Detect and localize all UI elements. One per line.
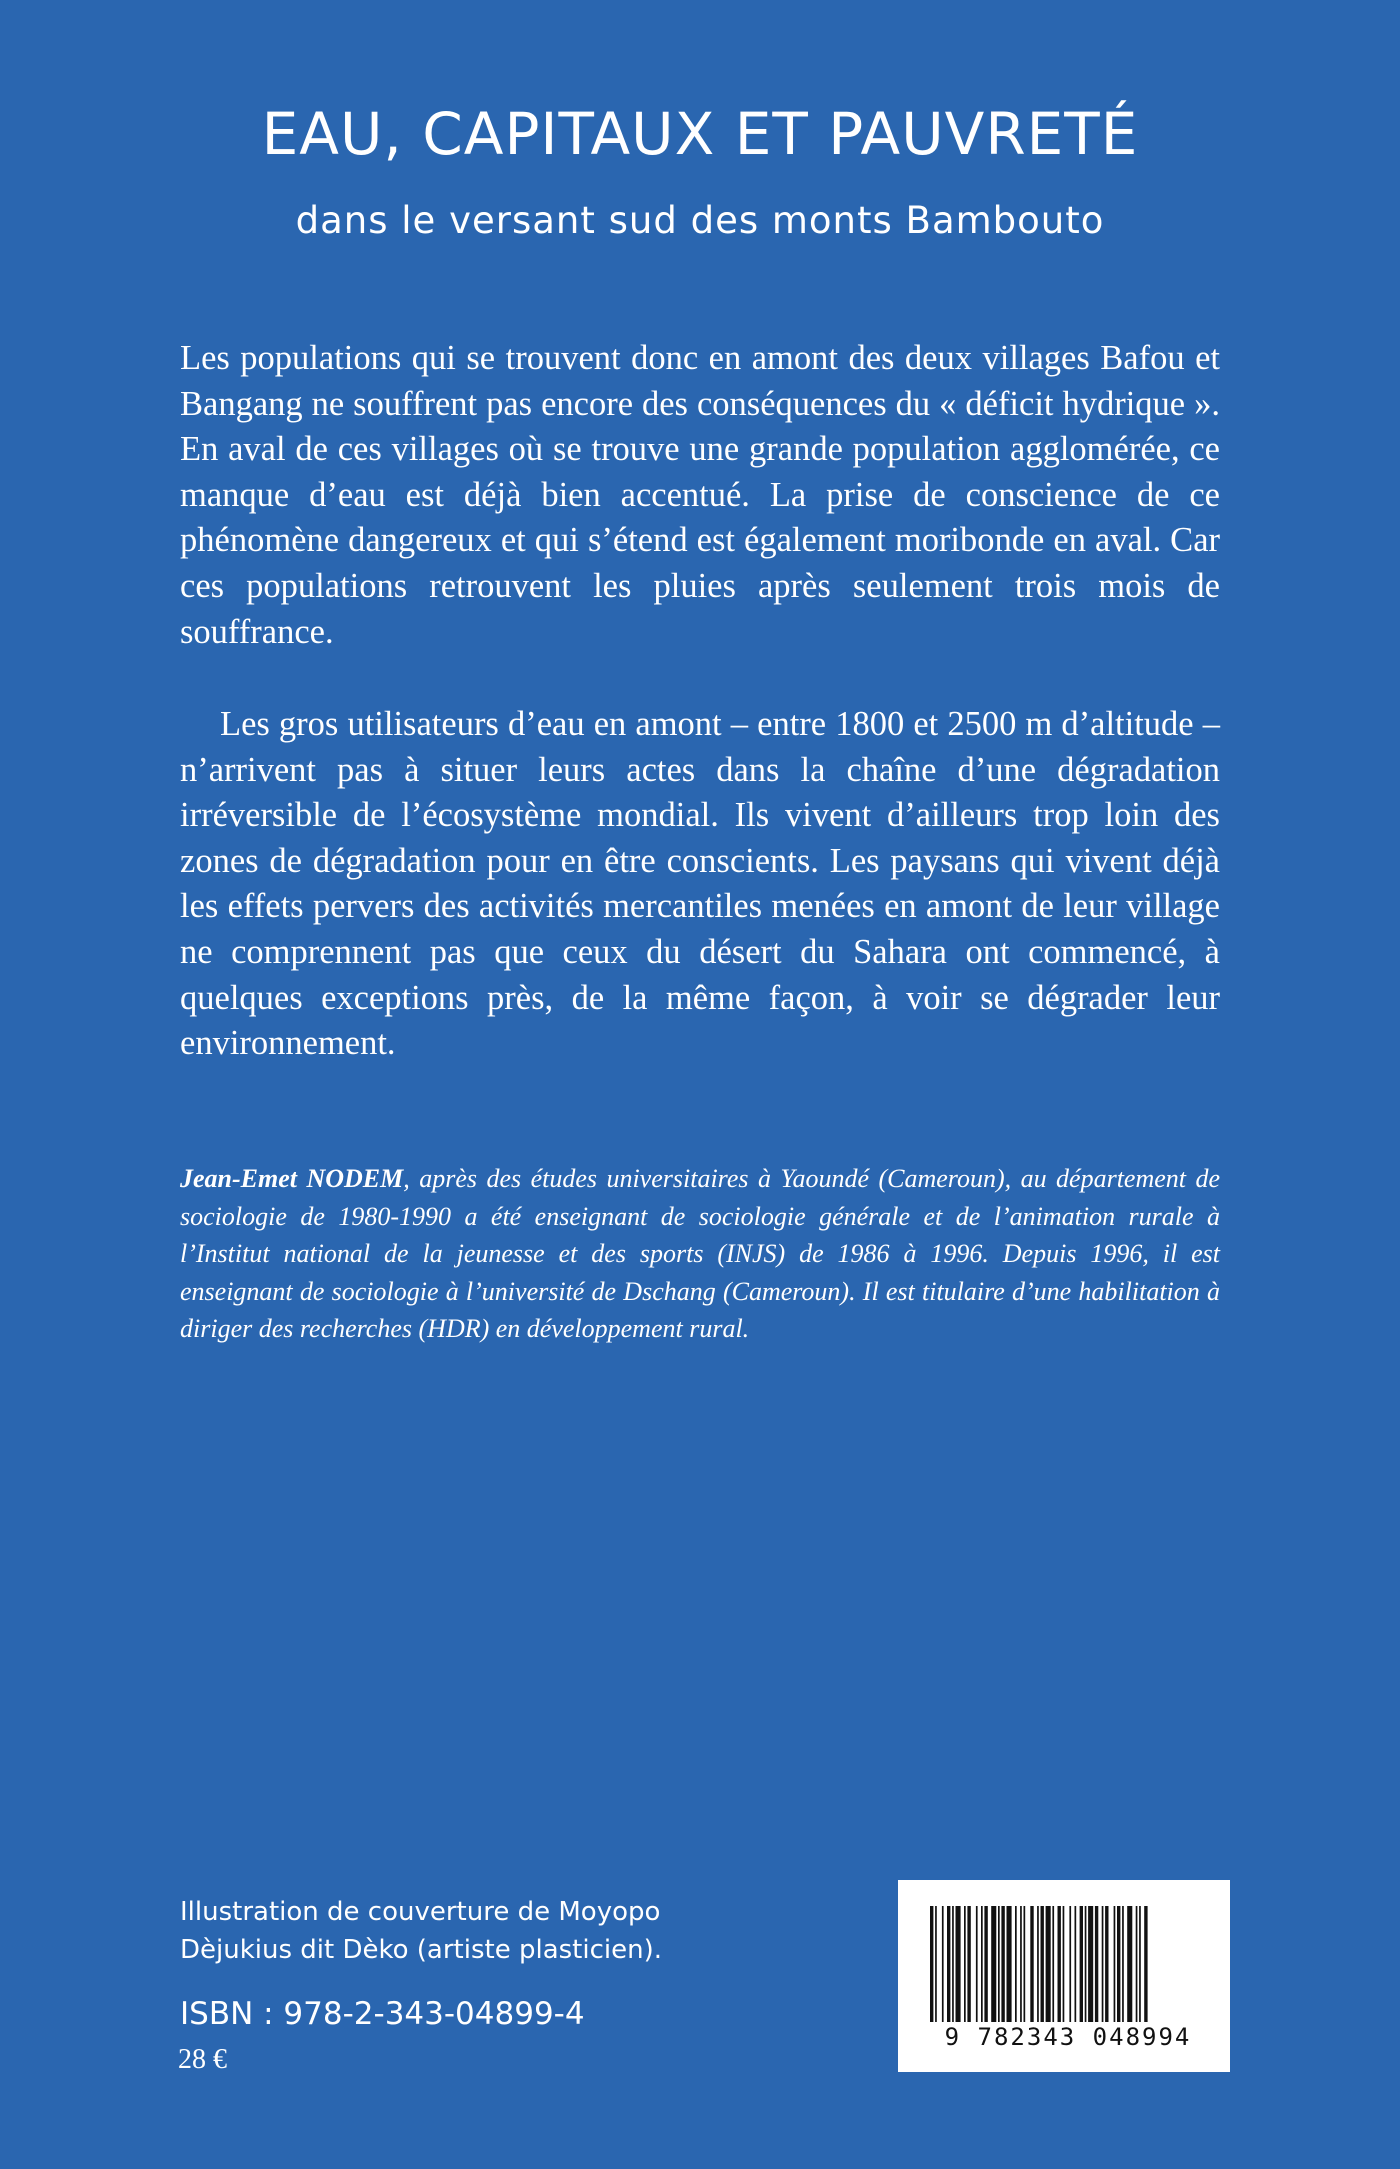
author-bio-text: , après des études universitaires à Yaoundé (Cameroun), au département de sociologie de 1980-1990 a été enseignant de sociologie générale et de l’animation rurale à l’Institut national de la jeunesse et des sports (INJS) de 1986 à 1996. Depuis 1996, il est enseignant de sociologie à l’université de Dschang (Cameroun). Il est titulaire d’une habilitation à diriger des recherches (HDR) en développement rural. <box>180 1164 1221 1343</box>
author-name: Jean-Emet NODEM <box>180 1164 404 1193</box>
barcode-number: 9 782343 048994 <box>944 2023 1192 2051</box>
illustration-credit: Illustration de couverture de Moyopo Dèjukius dit Dèko (artiste plasticien). <box>180 1897 663 1965</box>
book-title: EAU, CAPITAUX ET PAUVRETÉ <box>261 100 1139 168</box>
barcode-bars <box>930 1906 1198 2022</box>
book-subtitle: dans le versant sud des monts Bambouto <box>295 199 1105 242</box>
author-bio <box>180 1160 1220 1348</box>
isbn: ISBN : 978-2-343-04899-4 <box>180 1996 585 2032</box>
barcode <box>898 1880 1230 2072</box>
summary-paragraph-1: Les populations qui se trouvent donc en amont des deux villages Bafou et Bangang ne souffrent pas encore des conséquences du « déficit hydrique ». En aval de ces villages où se trouve une grande population agglomérée, ce manque d’eau est déjà bien accentué. La prise de conscience de ce phénomène dangereux et qui s’étend est également moribonde en aval. Car ces populations retrouvent les pluies après seulement trois mois de souffrance. <box>180 339 1220 651</box>
summary-paragraph-2: Les gros utilisateurs d’eau en amont – entre 1800 et 2500 m d’altitude – n’arrivent pas à situer leurs actes dans la chaîne d’une dégradation irréversible de l’écosystème mondial. Ils vivent d’ailleurs trop loin des zones de dégradation pour en être conscients. Les paysans qui vivent déjà les effets pervers des activités mercantiles menées en amont de leur village ne comprennent pas que ceux du désert du Sahara ont commencé, à quelques exceptions près, de la même façon, à voir se dégrader leur environnement. <box>180 705 1220 1063</box>
price: 28 € <box>178 2044 227 2075</box>
